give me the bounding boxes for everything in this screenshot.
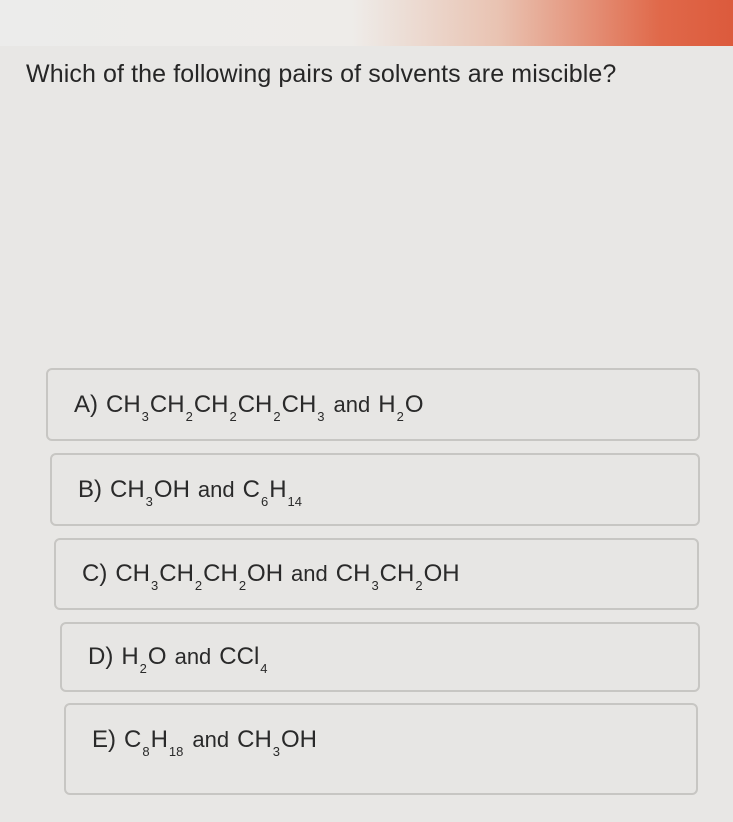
formula-element: CH [193,390,229,418]
formula-element: CH [237,390,273,418]
formula-subscript: 3 [272,744,281,759]
choice-second-solvent [242,475,303,509]
choice-letter: D) [88,643,114,670]
formula-subscript: 2 [139,661,147,676]
formula-subscript: 2 [396,408,404,424]
formula-subscript: 2 [185,408,193,424]
choice-letter: C) [82,560,108,587]
answer-choice-b[interactable] [50,453,700,526]
formula-element: CH [335,560,371,587]
choice-first-solvent [124,726,184,759]
answer-choice-c[interactable] [54,538,699,610]
answer-choice-d[interactable] [60,622,700,692]
formula-element: OH [281,726,318,753]
formula-element: OH [423,560,460,587]
formula-element: CCl [219,643,260,670]
choice-first-solvent [115,560,284,593]
formula-subscript: 3 [145,493,153,509]
choice-first-solvent [110,475,190,509]
formula-element: OH [247,560,284,587]
formula-element: H [378,390,396,418]
choice-letter: A) [74,390,98,418]
formula-element: CH [159,560,194,587]
top-bar [0,0,733,46]
choice-joiner: and [291,561,328,586]
formula-subscript: 2 [415,578,423,593]
formula-element: CH [149,390,185,418]
choice-second-solvent [378,390,424,424]
formula-element: C [124,726,142,753]
question-text: Which of the following pairs of solvents are miscible? [26,60,617,88]
formula-subscript: 3 [141,408,149,424]
formula-element: H [269,475,287,503]
formula-element: H [150,726,168,753]
formula-element: CH [237,726,272,753]
choice-second-solvent [219,643,268,676]
choice-joiner: and [174,644,212,669]
formula-subscript: 6 [260,493,269,509]
formula-subscript: 3 [317,408,325,424]
formula-element: CH [106,390,141,418]
answer-choice-a[interactable] [46,368,700,441]
formula-element: H [121,643,139,670]
formula-element: CH [110,475,145,503]
choice-first-solvent [106,390,326,424]
choice-joiner: and [197,476,235,502]
formula-element: CH [281,390,317,418]
choice-second-solvent [237,726,318,759]
formula-subscript: 8 [142,744,150,759]
formula-subscript: 4 [260,661,268,676]
formula-subscript: 2 [229,408,237,424]
formula-subscript: 2 [194,578,203,593]
choice-letter: E) [92,726,116,753]
formula-element: CH [203,560,238,587]
formula-subscript: 2 [273,408,281,424]
formula-element: C [242,475,260,503]
formula-element: O [147,643,167,670]
choice-first-solvent [121,643,167,676]
choice-letter: B) [78,475,102,503]
formula-subscript: 14 [287,493,303,509]
formula-subscript: 2 [238,578,247,593]
formula-element: CH [379,560,415,587]
formula-element: O [404,390,424,418]
formula-subscript: 18 [168,744,184,759]
answer-choice-e[interactable] [64,703,698,795]
formula-element: CH [115,560,150,587]
choice-joiner: and [333,391,371,417]
choice-joiner: and [192,727,230,752]
formula-element: OH [153,475,190,503]
formula-subscript: 3 [151,578,159,593]
formula-subscript: 3 [371,578,379,593]
choice-second-solvent [335,560,460,593]
